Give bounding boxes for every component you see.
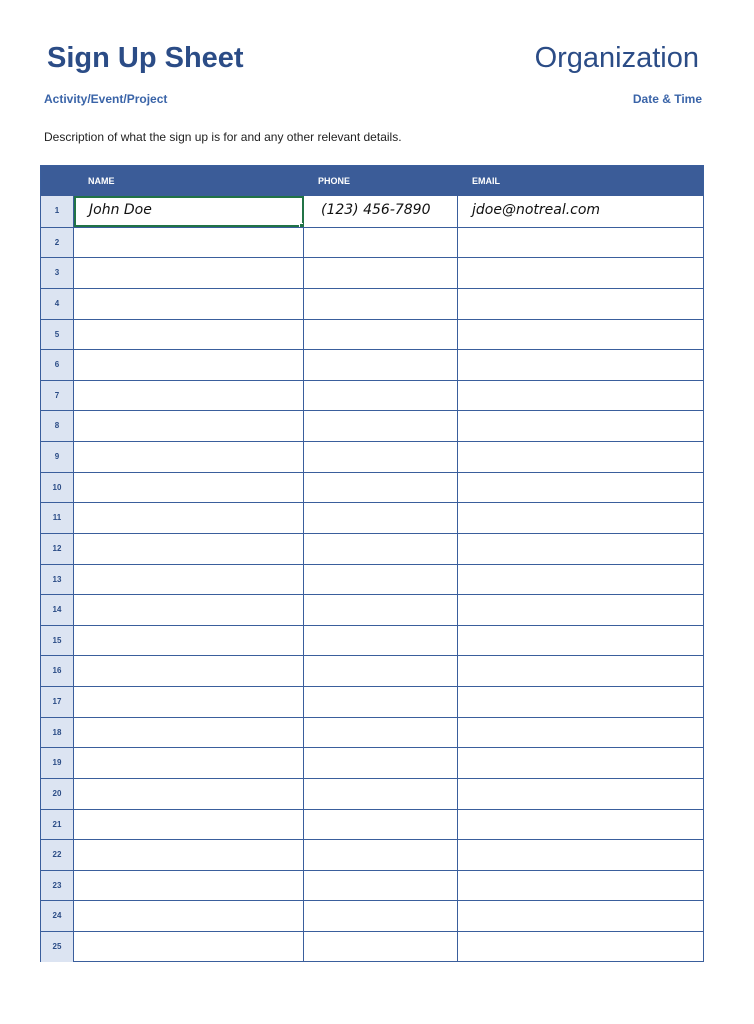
phone-cell[interactable] (304, 810, 458, 840)
phone-cell[interactable] (304, 565, 458, 595)
name-cell[interactable] (74, 565, 304, 595)
row-number: 22 (41, 840, 74, 870)
row-number: 1 (41, 196, 74, 227)
row-number-header (41, 166, 74, 196)
row-number: 20 (41, 779, 74, 809)
email-cell[interactable] (458, 932, 703, 962)
name-cell[interactable] (74, 810, 304, 840)
row-number: 18 (41, 718, 74, 748)
phone-cell[interactable] (304, 932, 458, 962)
phone-cell[interactable] (304, 289, 458, 319)
table-row (41, 502, 703, 533)
email-cell[interactable] (458, 840, 703, 870)
phone-cell[interactable] (304, 595, 458, 625)
email-cell[interactable] (458, 289, 703, 319)
table-row (41, 472, 703, 503)
organization-heading[interactable]: Organization (534, 42, 699, 74)
email-cell[interactable] (458, 901, 703, 931)
email-cell[interactable] (458, 626, 703, 656)
email-cell[interactable] (458, 656, 703, 686)
name-cell[interactable] (74, 748, 304, 778)
table-row (41, 625, 703, 656)
email-column-header: EMAIL (472, 176, 500, 186)
date-time-label[interactable]: Date & Time (632, 92, 702, 106)
email-cell[interactable] (458, 748, 703, 778)
phone-cell[interactable] (304, 656, 458, 686)
table-row (41, 319, 703, 350)
name-cell[interactable] (74, 534, 304, 564)
phone-cell[interactable] (304, 626, 458, 656)
table-row (41, 410, 703, 441)
phone-cell[interactable] (304, 411, 458, 441)
table-row (41, 778, 703, 809)
email-cell[interactable] (458, 411, 703, 441)
email-cell[interactable]: jdoe@notreal.com (472, 202, 601, 218)
name-cell[interactable] (74, 473, 304, 503)
table-header (41, 166, 703, 196)
email-cell[interactable] (458, 687, 703, 717)
table-row (41, 931, 703, 962)
row-number: 4 (41, 289, 74, 319)
table-row (41, 349, 703, 380)
table-row (41, 686, 703, 717)
phone-cell[interactable] (304, 718, 458, 748)
row-number: 10 (41, 473, 74, 503)
email-cell[interactable] (458, 320, 703, 350)
row-number: 14 (41, 595, 74, 625)
row-number: 15 (41, 626, 74, 656)
email-cell[interactable] (458, 871, 703, 901)
email-cell[interactable] (458, 779, 703, 809)
phone-cell[interactable] (304, 534, 458, 564)
phone-column-header: PHONE (318, 176, 351, 186)
table-row (41, 533, 703, 564)
table-row (41, 380, 703, 411)
name-cell[interactable] (74, 626, 304, 656)
name-cell[interactable] (74, 687, 304, 717)
row-number: 16 (41, 656, 74, 686)
name-cell[interactable] (74, 871, 304, 901)
row-number: 21 (41, 810, 74, 840)
email-cell[interactable] (458, 350, 703, 380)
row-number: 5 (41, 320, 74, 350)
table-row (41, 900, 703, 931)
email-cell[interactable] (458, 595, 703, 625)
email-cell[interactable] (458, 534, 703, 564)
email-cell[interactable] (458, 442, 703, 472)
name-cell[interactable] (74, 228, 304, 258)
name-cell[interactable] (74, 411, 304, 441)
phone-cell[interactable] (304, 320, 458, 350)
row-number: 25 (41, 932, 74, 962)
table-row (41, 441, 703, 472)
page-title: Sign Up Sheet (47, 42, 244, 74)
name-cell[interactable] (74, 442, 304, 472)
email-cell[interactable] (458, 473, 703, 503)
phone-cell[interactable] (304, 381, 458, 411)
activity-label[interactable]: Activity/Event/Project (44, 92, 168, 106)
row-number: 19 (41, 748, 74, 778)
phone-cell[interactable] (304, 687, 458, 717)
name-cell[interactable] (74, 503, 304, 533)
email-cell[interactable] (458, 718, 703, 748)
email-cell[interactable] (458, 810, 703, 840)
name-cell[interactable] (74, 656, 304, 686)
name-cell[interactable] (74, 381, 304, 411)
name-cell[interactable] (74, 932, 304, 962)
email-cell[interactable] (458, 228, 703, 258)
table-row (41, 196, 703, 227)
table-row (41, 564, 703, 595)
phone-cell[interactable] (304, 258, 458, 288)
name-column-header: NAME (88, 176, 115, 186)
name-cell[interactable] (74, 320, 304, 350)
row-number: 11 (41, 503, 74, 533)
row-number: 17 (41, 687, 74, 717)
row-number: 9 (41, 442, 74, 472)
table-row (41, 717, 703, 748)
phone-cell[interactable]: (123) 456-7890 (304, 196, 458, 227)
row-number: 13 (41, 565, 74, 595)
email-cell[interactable] (458, 381, 703, 411)
phone-cell[interactable] (304, 871, 458, 901)
table-row (41, 747, 703, 778)
row-number: 23 (41, 871, 74, 901)
name-cell[interactable] (74, 258, 304, 288)
phone-cell[interactable] (304, 503, 458, 533)
phone-cell[interactable] (304, 779, 458, 809)
name-cell[interactable] (74, 840, 304, 870)
phone-cell[interactable] (304, 473, 458, 503)
table-body (41, 196, 703, 962)
phone-cell[interactable] (304, 748, 458, 778)
name-cell[interactable] (74, 901, 304, 931)
row-number: 2 (41, 228, 74, 258)
row-number: 8 (41, 411, 74, 441)
row-number: 12 (41, 534, 74, 564)
name-cell[interactable] (74, 718, 304, 748)
row-number: 24 (41, 901, 74, 931)
row-number: 7 (41, 381, 74, 411)
name-cell[interactable] (74, 350, 304, 380)
table-row (41, 655, 703, 686)
name-cell[interactable] (74, 779, 304, 809)
table-row (41, 288, 703, 319)
email-cell[interactable] (458, 565, 703, 595)
table-row (41, 227, 703, 258)
name-cell[interactable] (74, 289, 304, 319)
table-row (41, 839, 703, 870)
row-number: 3 (41, 258, 74, 288)
table-row (41, 870, 703, 901)
email-cell[interactable] (458, 258, 703, 288)
description-text[interactable]: Description of what the sign up is for and any other relevant details. (44, 130, 402, 144)
row-number: 6 (41, 350, 74, 380)
table-row (41, 809, 703, 840)
phone-cell[interactable] (304, 442, 458, 472)
phone-cell[interactable] (304, 840, 458, 870)
table-row (41, 594, 703, 625)
phone-cell[interactable] (304, 228, 458, 258)
email-cell[interactable] (458, 503, 703, 533)
name-cell[interactable] (74, 595, 304, 625)
phone-cell[interactable] (304, 350, 458, 380)
table-row (41, 257, 703, 288)
name-cell[interactable]: John Doe (74, 196, 304, 227)
phone-cell[interactable] (304, 901, 458, 931)
signup-table (40, 165, 704, 962)
